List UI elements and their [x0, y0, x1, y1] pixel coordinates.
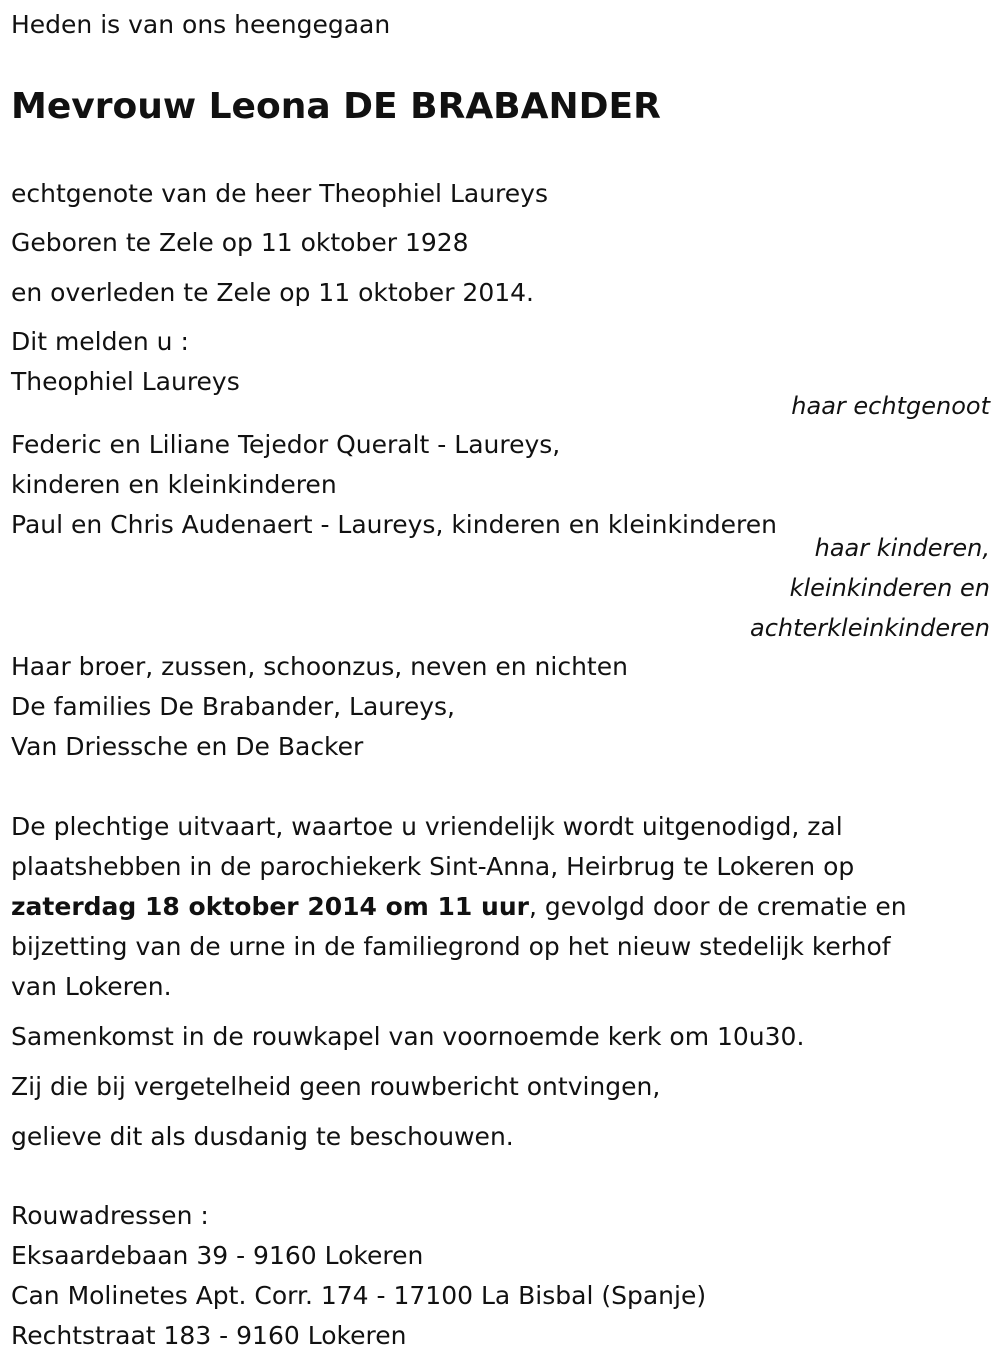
mourner-husband: Theophiel Laureys	[11, 367, 240, 396]
address-item: Eksaardebaan 39 - 9160 Lokeren	[11, 1241, 424, 1270]
mourner-family-1: Haar broer, zussen, schoonzus, neven en nichten	[11, 652, 628, 681]
mourner-family-2: De families De Brabander, Laureys,	[11, 692, 455, 721]
service-line-5: van Lokeren.	[11, 972, 172, 1001]
notice-line-2: gelieve dit als dusdanig te beschouwen.	[11, 1122, 514, 1151]
mourner-family-3: Van Driessche en De Backer	[11, 732, 364, 761]
spouse-line: echtgenote van de heer Theophiel Laureys	[11, 179, 548, 208]
deceased-name: Mevrouw Leona DE BRABANDER	[11, 86, 661, 127]
announce-line: Dit melden u :	[11, 327, 189, 356]
mourner-children-1a: Federic en Liliane Tejedor Queralt - Laureys,	[11, 430, 561, 459]
addresses-label: Rouwadressen :	[11, 1201, 209, 1230]
death-line: en overleden te Zele op 11 oktober 2014.	[11, 278, 534, 307]
mourner-children-1b: kinderen en kleinkinderen	[11, 470, 337, 499]
service-line-3-rest: , gevolgd door de crematie en	[528, 892, 907, 921]
service-line-4: bijzetting van de urne in de familiegrond op het nieuw stedelijk kerhof	[11, 932, 891, 961]
address-item: Can Molinetes Apt. Corr. 174 - 17100 La Bisbal (Spanje)	[11, 1281, 707, 1310]
mourner-children-2: Paul en Chris Audenaert - Laureys, kinderen en kleinkinderen	[11, 510, 777, 539]
birth-line: Geboren te Zele op 11 oktober 1928	[11, 228, 469, 257]
mourner-children-role-3: achterkleinkinderen	[750, 614, 990, 642]
notice-line-1: Zij die bij vergetelheid geen rouwbericht ontvingen,	[11, 1072, 661, 1101]
service-date: zaterdag 18 oktober 2014 om 11 uur	[11, 892, 529, 921]
address-item: Rechtstraat 183 - 9160 Lokeren	[11, 1321, 407, 1350]
service-line-1: De plechtige uitvaart, waartoe u vriendelijk wordt uitgenodigd, zal	[11, 812, 843, 841]
service-line-2: plaatshebben in de parochiekerk Sint-Anna, Heirbrug te Lokeren op	[11, 852, 855, 881]
intro-text: Heden is van ons heengegaan	[11, 10, 391, 39]
mourner-husband-role: haar echtgenoot	[791, 392, 990, 420]
mourner-children-role-1: haar kinderen,	[814, 534, 990, 562]
service-line-3	[11, 892, 907, 922]
gathering-line: Samenkomst in de rouwkapel van voornoemde kerk om 10u30.	[11, 1022, 805, 1051]
mourner-children-role-2: kleinkinderen en	[789, 574, 990, 602]
